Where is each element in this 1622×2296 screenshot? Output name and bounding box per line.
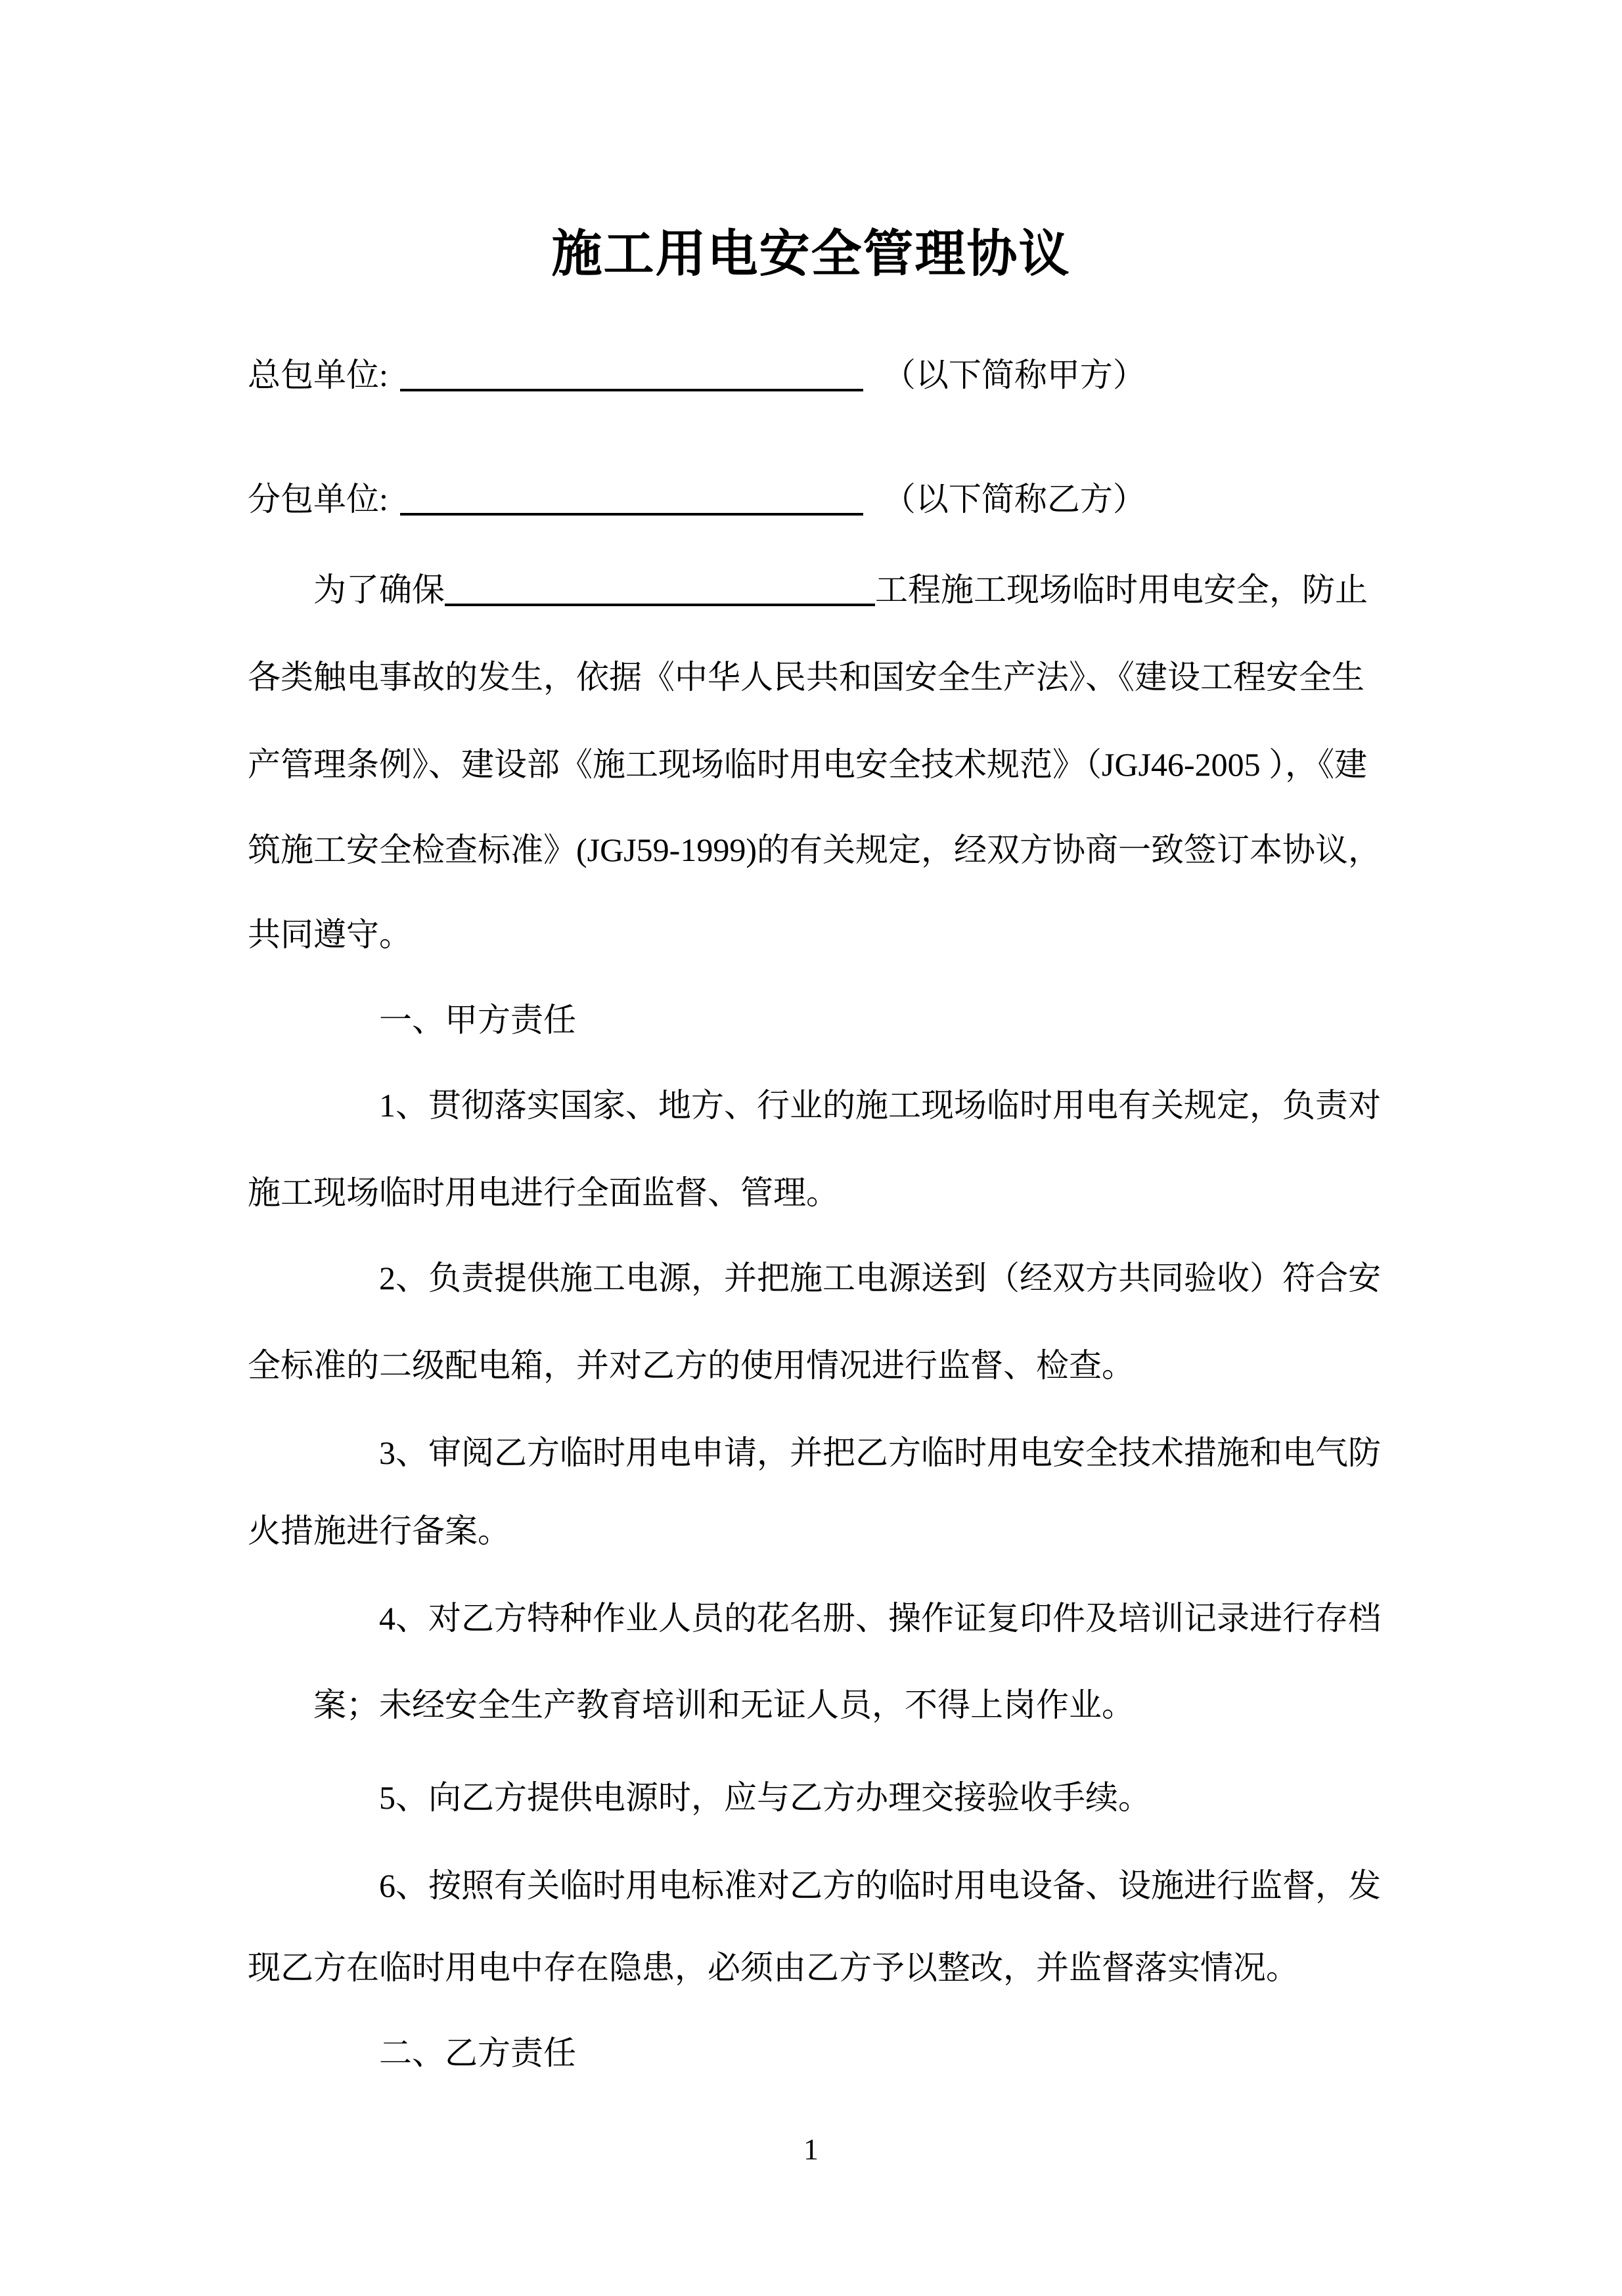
- party-b-label: 分包单位:: [248, 481, 388, 518]
- clause-line: 6、按照有关临时用电标准对乙方的临时用电设备、设施进行监督，发: [379, 1867, 1381, 1904]
- paragraph-line: 各类触电事故的发生，依据《中华人民共和国安全生产法》、《建设工程安全生: [248, 659, 1364, 695]
- clause-line: 案；未经安全生产教育培训和无证人员，不得上岗作业。: [313, 1687, 1135, 1723]
- clause-line: 1、贯彻落实国家、地方、行业的施工现场临时用电有关规定，负责对: [379, 1087, 1381, 1124]
- paragraph-line: 产管理条例》、建设部《施工现场临时用电安全技术规范》（JGJ46-2005 ），《建: [248, 746, 1368, 783]
- paragraph-line: 筑施工安全检查标准》(JGJ59-1999)的有关规定，经双方协商一致签订本协议，: [248, 831, 1381, 868]
- party-b-line: [248, 479, 1146, 519]
- clause-line: 3、审阅乙方临时用电申请，并把乙方临时用电安全技术措施和电气防: [379, 1434, 1381, 1471]
- intro-tail: 工程施工现场临时用电安全，防止: [875, 571, 1368, 608]
- intro-line: [313, 569, 1368, 610]
- intro-lead: 为了确保: [313, 571, 445, 608]
- clause-line: 全标准的二级配电箱，并对乙方的使用情况进行监督、检查。: [248, 1347, 1135, 1384]
- clause-line: 火措施进行备案。: [248, 1512, 510, 1549]
- paragraph-line: 共同遵守。: [248, 916, 412, 953]
- fill-blank-project-name: [445, 569, 875, 606]
- fill-blank-party-b: [400, 479, 863, 516]
- fill-blank-party-a: [400, 355, 863, 391]
- clause-line: 现乙方在临时用电中存在隐患，必须由乙方予以整改，并监督落实情况。: [248, 1949, 1299, 1986]
- party-a-alias: （以下简称甲方）: [882, 357, 1146, 393]
- clause-line: 2、负责提供施工电源，并把施工电源送到（经双方共同验收）符合安: [379, 1260, 1381, 1296]
- page-number: 1: [803, 2132, 819, 2166]
- clause-line: 施工现场临时用电进行全面监督、管理。: [248, 1174, 839, 1211]
- document-title: 施工用电安全管理协议: [551, 226, 1071, 282]
- party-a-label: 总包单位:: [248, 357, 388, 393]
- party-b-alias: （以下简称乙方）: [882, 481, 1146, 518]
- clause-line: 4、对乙方特种作业人员的花名册、操作证复印件及培训记录进行存档: [379, 1600, 1381, 1637]
- party-a-line: [248, 355, 1146, 395]
- section-heading-party-b-duties: 二、乙方责任: [379, 2035, 576, 2071]
- clause-line: 5、向乙方提供电源时，应与乙方办理交接验收手续。: [379, 1779, 1151, 1816]
- section-heading-party-a-duties: 一、甲方责任: [379, 1002, 576, 1038]
